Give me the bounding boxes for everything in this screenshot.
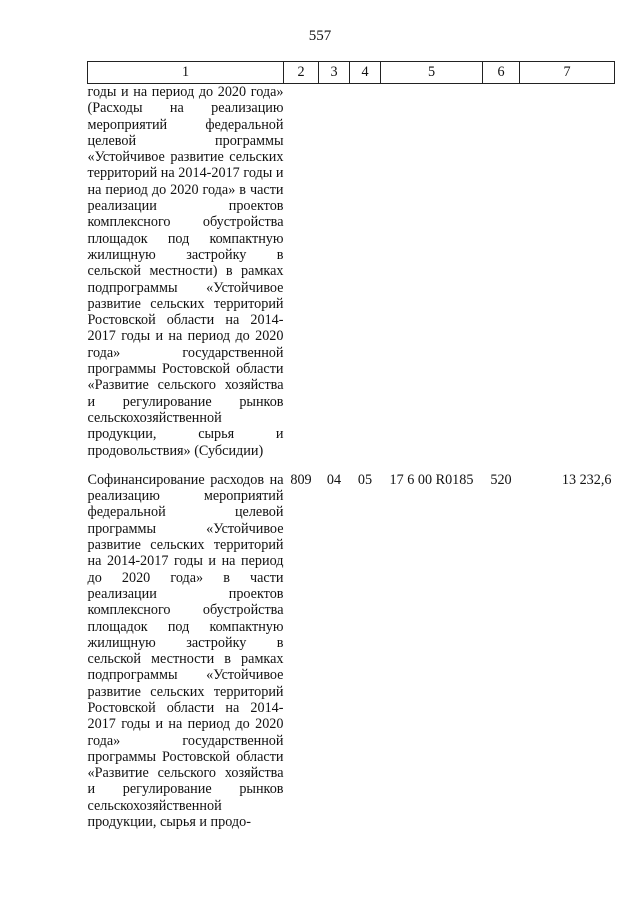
table-row [88, 84, 615, 459]
cell-section-code [319, 84, 350, 459]
table-row [88, 459, 615, 831]
page-number: 557 [308, 28, 332, 44]
cell-amount: 13 232,6 [561, 471, 612, 488]
column-header-1: 1 [88, 62, 284, 84]
table-header-row [88, 62, 615, 84]
column-header-3: 3 [319, 62, 350, 84]
cell-ministry-code [284, 84, 319, 459]
column-header-5: 5 [381, 62, 483, 84]
column-header-6: 6 [483, 62, 520, 84]
cell-section-code: 04 [326, 471, 342, 488]
budget-table [87, 61, 615, 830]
cell-target-article [381, 84, 483, 459]
cell-expense-type [483, 84, 520, 459]
cell-ministry-code: 809 [290, 471, 312, 488]
column-header-7: 7 [520, 62, 615, 84]
cell-amount [520, 84, 615, 459]
cell-subsection-code: 05 [357, 471, 373, 488]
column-header-4: 4 [350, 62, 381, 84]
cell-target-article: 17 6 00 R0185 [389, 471, 474, 488]
row-description: годы и на период до 2020 года» (Расходы на реализацию мероприятий федеральной целевой программы «Устойчивое развитие сельских территорий на 2014-2017 годы и на период до 2020 года» в части реализации проектов комплексного обустройства площадок под компактную жилищную застройку в сельской местности) в рамках подпрограммы «Устойчивое развитие сельских территорий Ростовской области на 2014-2017 годы и на период до 2020 года» государственной программы Ростовской области «Развитие сельского хозяйства и регулирование рынков сельскохозяйственной продукции, сырья и продовольствия» (Субсидии) [87, 84, 284, 459]
column-header-2: 2 [284, 62, 319, 84]
cell-subsection-code [350, 84, 381, 459]
row-description: Софинансирование расходов на реализацию мероприятий федеральной целевой программы «Устойчивое развитие сельских территорий на 2014-2017 годы и на период до 2020 года» в части реализации проектов комплексного обустройства площадок под компактную жилищную застройку в сельской местности в рамках подпрограммы «Устойчивое развитие сельских территорий Ростовской области на 2014-2017 годы и на период до 2020 года» государственной программы Ростовской области «Развитие сельского хозяйства и регулирование рынков сельскохозяйственной продукции, сырья и продо- [87, 471, 284, 831]
cell-expense-type: 520 [490, 471, 512, 488]
